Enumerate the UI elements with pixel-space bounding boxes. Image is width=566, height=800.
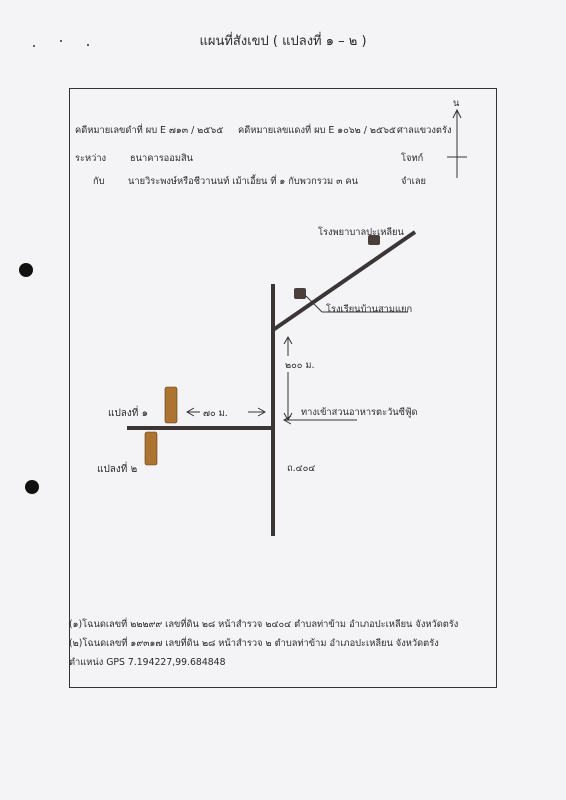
plot-2-marker (145, 432, 157, 465)
defendant-role: จำเลย (401, 176, 426, 187)
plot-1-label: แปลงที่ ๑ (108, 408, 148, 419)
north-arrow-icon (447, 110, 467, 178)
with-label: กับ (93, 176, 105, 187)
north-label: น (453, 98, 460, 109)
page-title: แผนที่สังเขป ( แปลงที่ ๑ – ๒ ) (199, 34, 367, 49)
hospital-label: โรงพยาบาลปะเหลียน (318, 227, 404, 238)
distance-200m-arrow (284, 337, 292, 420)
plaintiff-role: โจทก์ (401, 153, 424, 164)
defendant-name: นายวิระพงษ์หรือชีวานนท์ เม้าเอี้ยน ที่ ๑ กับพวกรวม ๓ คน (128, 176, 358, 187)
plot-1-marker (165, 387, 177, 423)
plot-2-label: แปลงที่ ๒ (97, 464, 138, 475)
garden-entrance-label: ทางเข้าสวนอาหารตะวันซีฟู้ด (301, 407, 418, 418)
deed-2: (๒)โฉนดเลขที่ ๑๙๓๑๗ เลขที่ดิน ๒๘ หน้าสำรวจ ๒ ตำบลท่าข้าม อำเภอปะเหลียน จังหวัดตรัง (69, 638, 439, 649)
between-label: ระหว่าง (75, 153, 107, 164)
distance-70m-label: ๗๐ ม. (203, 408, 228, 419)
school-marker (294, 288, 306, 299)
school-label: โรงเรียนบ้านสามแยก (326, 304, 413, 315)
deed-1: (๑)โฉนดเลขที่ ๒๒๒๙๙ เลขที่ดิน ๒๘ หน้าสำรวจ ๒๔๐๔ ตำบลท่าข้าม อำเภอปะเหลียน จังหวัดตรัง (69, 619, 459, 630)
plaintiff-name: ธนาคารออมสิน (130, 153, 194, 164)
black-case-number: คดีหมายเลขดำที่ ผบ E ๗๑๓ / ๒๕๖๕ (75, 125, 224, 136)
road-number-label: ถ.๔๐๔ (287, 463, 316, 474)
court-name: ศาลแขวงตรัง (397, 125, 452, 136)
red-case-number: คดีหมายเลขแดงที่ ผบ E ๑๐๖๒ / ๒๕๖๕ (238, 125, 396, 136)
gps-coordinates: ตำแหน่ง GPS 7.194227,99.684848 (69, 657, 226, 668)
distance-200m-label: ๒๐๐ ม. (285, 360, 315, 371)
